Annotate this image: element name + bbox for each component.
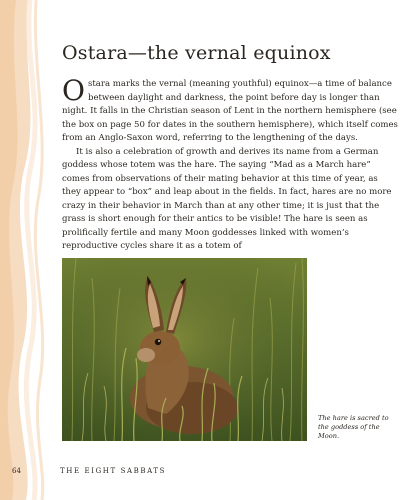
paragraph-1-text: stara marks the vernal (meaning youthful) equinox—a time of balance between daylight and darkness, the point before day is longer than night. It falls in the Christian season of Lent in the northern hemisphere (see the box on page 50 for dates in the southern hemisphere), which itself comes from an Anglo-Saxon word, referring to the lengthening of the days. — [62, 79, 398, 143]
paragraph-1 — [62, 74, 398, 146]
paragraph-2: It is also a celebration of growth and derives its name from a German goddess whose totem was the hare. The saying “Mad as a March hare” comes from observations of their mating behavior at this time of year, as they appear to “box” and leap about in the fields. In fact, hares are no more crazy in their behavior in March than at any other time; it is just that the grass is short enough for their antics to be visible! The hare is seen as prolifically fertile and many Moon goddesses linked with women’s reproductive cycles share it as a totem of — [62, 146, 392, 251]
photo-caption: The hare is sacred to the goddess of the Moon. — [318, 414, 389, 440]
page-heading: Ostara—the vernal equinox — [62, 42, 331, 64]
body-text — [62, 74, 398, 254]
decorative-margin-border — [0, 0, 58, 500]
running-footer-title: THE EIGHT SABBATS — [60, 467, 167, 475]
page-footer — [12, 467, 392, 479]
page-number: 64 — [12, 467, 21, 475]
hare-photo — [62, 258, 307, 441]
drop-cap: O — [62, 74, 85, 107]
